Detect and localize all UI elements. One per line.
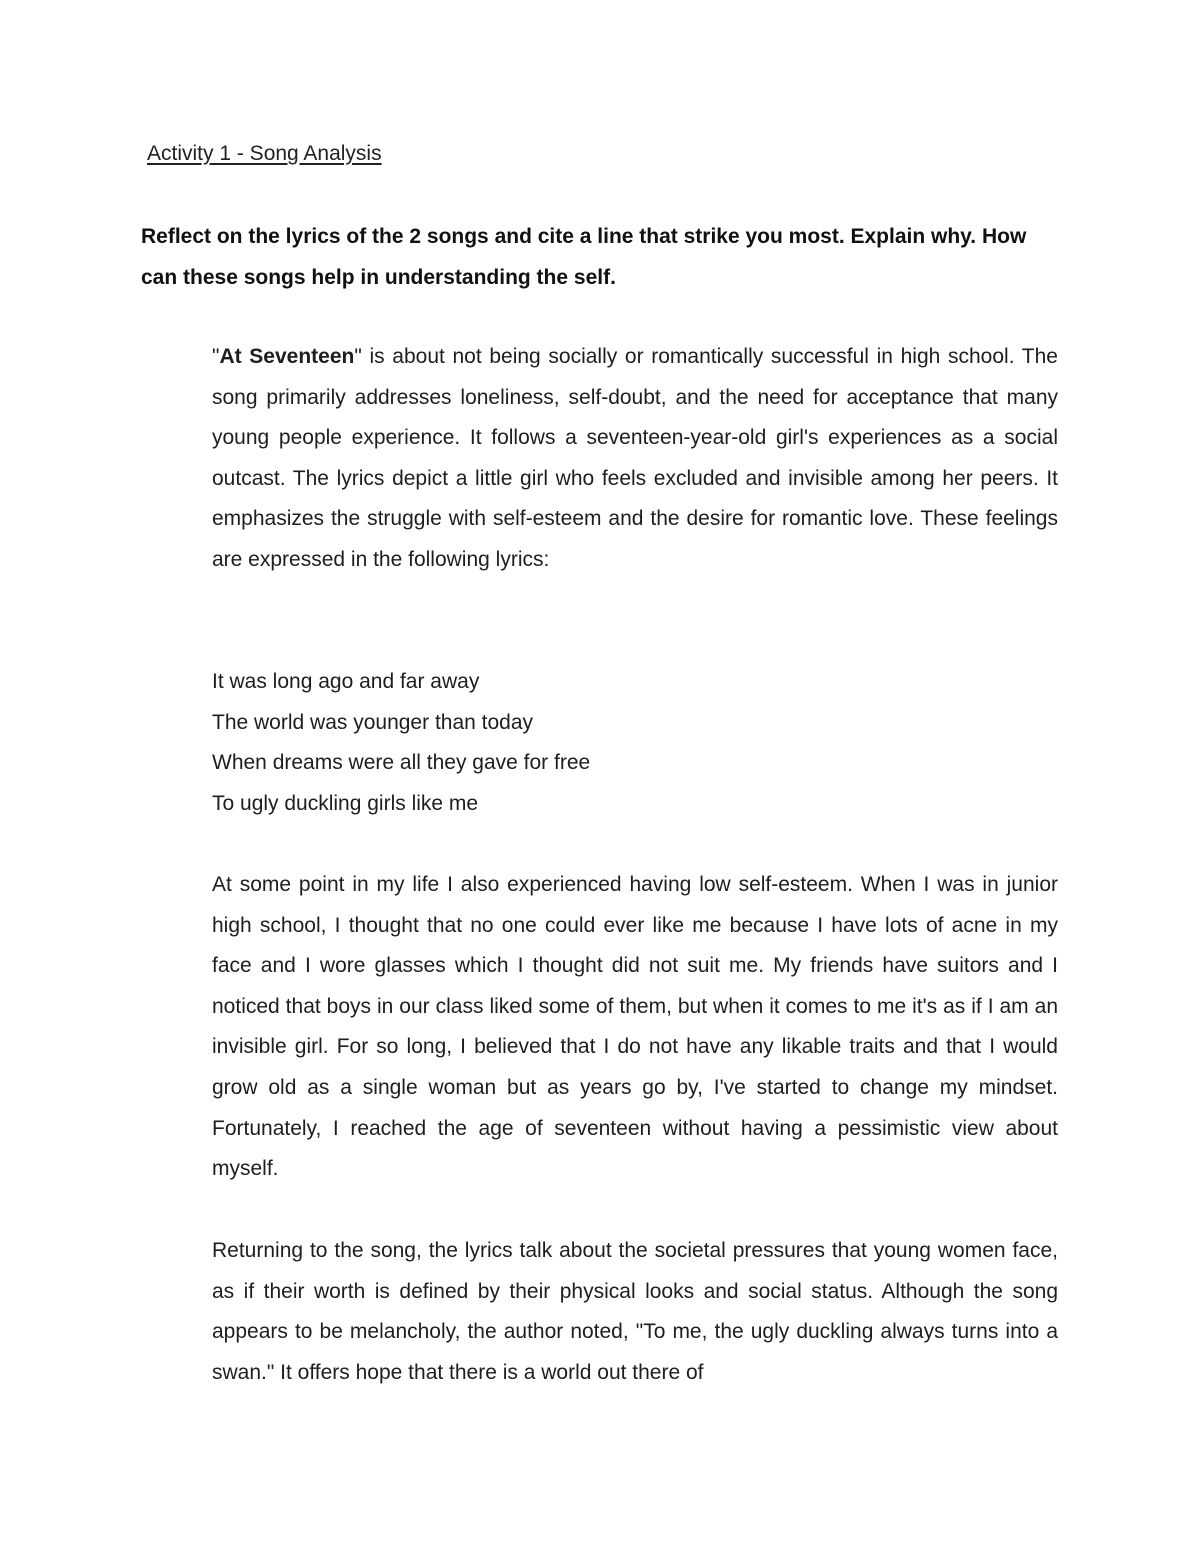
lyric-line: To ugly duckling girls like me xyxy=(212,791,479,815)
paragraph-personal-reflection: At some point in my life I also experienced having low self-esteem. When I was in junior high school, I thought that no one could ever like me because I have lots of acne in my face and I wore glasses which I thought did not suit me. My friends have suitors and I noticed that boys in our class liked some of them, but when it comes to me it's as if I am an invisible girl. For so long, I believed that I do not have any likable traits and that I would grow old as a single woman but as years go by, I've started to change my mindset. Fortunately, I reached the age of seventeen without having a pessimistic view about myself. xyxy=(212,873,1058,1181)
activity-prompt xyxy=(141,216,1046,298)
lyric-line: The world was younger than today xyxy=(212,710,534,734)
lyric-line: When dreams were all they gave for free xyxy=(212,751,591,775)
song-title: At Seventeen xyxy=(219,345,355,368)
lyrics-block xyxy=(212,662,590,824)
paragraph-song-summary-text: " is about not being socially or romantically successful in high school. The song primarily addresses loneliness, self-doubt, and the need for acceptance that many young people experience. It follows a seventeen-year-old girl's experiences as a social outcast. The lyrics depict a little girl who feels excluded and invisible among her peers. It emphasizes the struggle with self-esteem and the desire for romantic love. These feelings are expressed in the following lyrics: xyxy=(212,345,1058,571)
open-quote: " xyxy=(212,345,220,368)
paragraph-song-summary xyxy=(212,337,1058,581)
prompt-text: Reflect on the lyrics of the 2 songs and cite a line that strike you most. Explain why. How can these songs help in understanding the self. xyxy=(141,225,1027,289)
paragraph-societal-pressures: Returning to the song, the lyrics talk about the societal pressures that young women face, as if their worth is defined by their physical looks and social status. Although the song appears to be melancholy, the author noted, "To me, the ugly duckling always turns into a swan." It offers hope that there is a world out there of xyxy=(212,1239,1058,1384)
activity-heading: Activity 1 - Song Analysis xyxy=(147,142,382,165)
lyric-line: It was long ago and far away xyxy=(212,670,480,693)
